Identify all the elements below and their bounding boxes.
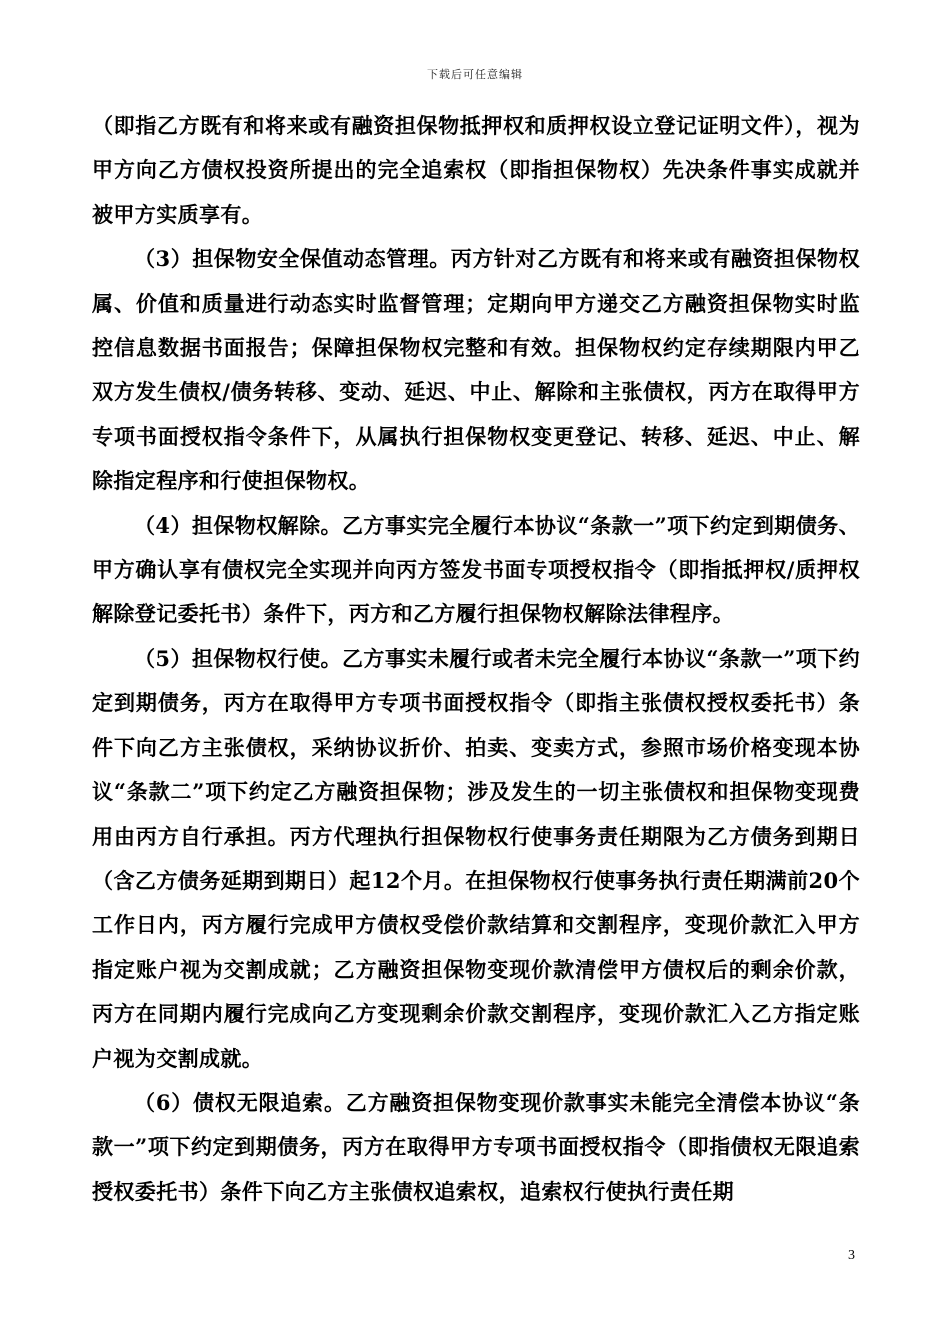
paragraph-clause-6: （6）债权无限追索。乙方融资担保物变现价款事实未能完全清偿本协议“条款一”项下约定到期债务，丙方在取得甲方专项书面授权指令（即指债权无限追索授权委托书）条件下向乙方主张债权追索权，追索权行使执行责任期 <box>92 1089 860 1204</box>
page-number: 3 <box>848 1248 855 1263</box>
paragraph-clause-4: （4）担保物权解除。乙方事实完全履行本协议“条款一”项下约定到期债务、甲方确认享有债权完全实现并向丙方签发书面专项授权指令（即指抵押权/质押权解除登记委托书）条件下，丙方和乙方履行担保物权解除法律程序。 <box>92 512 860 627</box>
paragraph-clause-3: （3）担保物安全保值动态管理。丙方针对乙方既有和将来或有融资担保物权属、价值和质量进行动态实时监督管理；定期向甲方递交乙方融资担保物实时监控信息数据书面报告；保障担保物权完整和有效。担保物权约定存续期限内甲乙双方发生债权/债务转移、变动、延迟、中止、解除和主张债权，丙方在取得甲方专项书面授权指令条件下，从属执行担保物权变更登记、转移、延迟、中止、解除指定程序和行使担保物权。 <box>92 246 860 494</box>
paragraph-clause-5: （5）担保物权行使。乙方事实未履行或者未完全履行本协议“条款一”项下约定到期债务，丙方在取得甲方专项书面授权指令（即指主张债权授权委托书）条件下向乙方主张债权，采纳协议折价、拍卖、变卖方式，参照市场价格变现本协议“条款二”项下约定乙方融资担保物；涉及发生的一切主张债权和担保物变现费用由丙方自行承担。丙方代理执行担保物权行使事务责任期限为乙方债务到期日（含乙方债务延期到期日）起12个月。在担保物权行使事务执行责任期满前20个工作日内，丙方履行完成甲方债权受偿价款结算和交割程序，变现价款汇入甲方指定账户视为交割成就；乙方融资担保物变现价款清偿甲方债权后的剩余价款，丙方在同期内履行完成向乙方变现剩余价款交割程序，变现价款汇入乙方指定账户视为交割成就。 <box>92 645 860 1071</box>
paragraph-continuation: （即指乙方既有和将来或有融资担保物抵押权和质押权设立登记证明文件），视为甲方向乙方债权投资所提出的完全追索权（即指担保物权）先决条件事实成就并被甲方实质享有。 <box>92 113 860 227</box>
document-body <box>92 104 860 1214</box>
page-header: 下载后可任意编辑 <box>427 68 523 81</box>
